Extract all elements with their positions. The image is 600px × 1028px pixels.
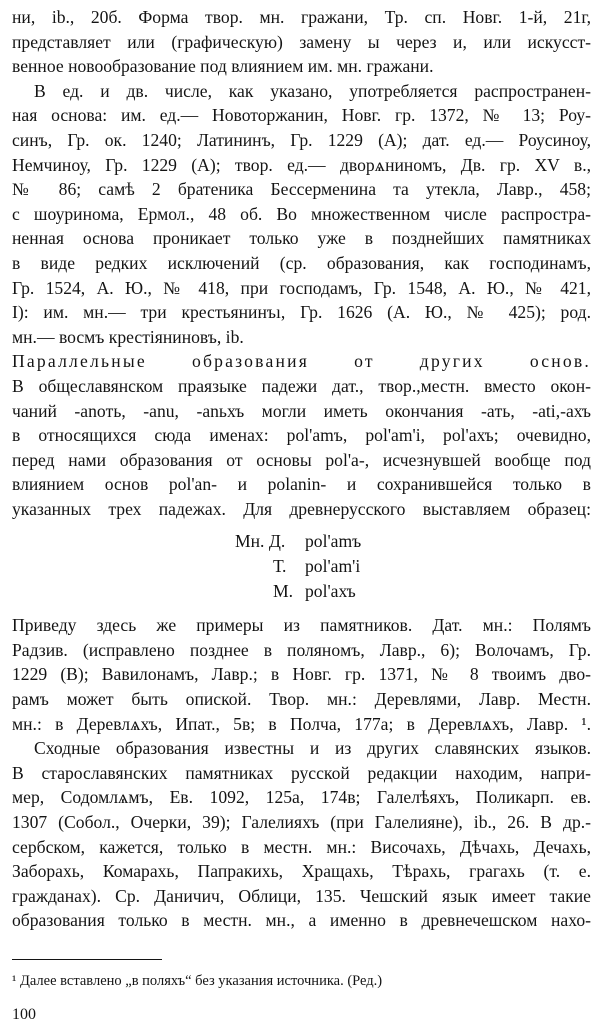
text-line: Заборахь, Комарахь, Папракихь, Хращахь, Тѣрахь, гpaгахь (т. е. xyxy=(12,861,591,882)
text-line: Сходные образования известны и из других славянских языков. xyxy=(34,738,591,759)
text-line: указанных трех падежах. Для древнерусского выставляем образец: xyxy=(12,498,591,519)
paradigm-case: М. xyxy=(273,580,294,601)
text-line: 1229 (В); Вавилонамъ, Лавр.; в Новг. гр. 1371, № 8 твоимъ дво- xyxy=(12,664,591,685)
text-line: Гр. 1524, А. Ю., № 418, при господамъ, Гр. 1548, А. Ю., № 421, xyxy=(12,277,591,298)
text-line: синъ, Гр. ок. 1240; Латининъ, Гр. 1229 (А); дат. ед.— Роусиноу, xyxy=(12,129,591,150)
text-line: рамъ может быть опиской. Твор. мн.: Деревлями, Лавр. Местн. xyxy=(12,689,591,710)
text-line: Приведу здесь же примеры из памятников. Дат. мн.: Полямъ xyxy=(12,615,591,636)
text-line: ненная основа проникает только уже в позднейших памятниках xyxy=(12,228,591,249)
section-heading: Параллельные образования от других основ. xyxy=(12,351,591,372)
text-line: Немчиноу, Гр. 1229 (А); твор. ед.— дворѧниномъ, Дв. гр. XV в., xyxy=(12,154,591,175)
paradigm-case: Т. xyxy=(273,556,287,577)
paradigm-form: pol'аm'i xyxy=(305,556,361,577)
text-line: В старославянских памятниках русской редакции находим, напри- xyxy=(12,762,591,783)
paradigm-case: Мн. Д. xyxy=(235,531,286,552)
paragraph-singular-dual xyxy=(12,79,591,350)
text-line: с шоуринома, Ермол., 48 об. Во множественном числе распростра- xyxy=(12,203,591,224)
paragraph-intro xyxy=(12,5,591,79)
text-line: мн.— восмъ крестіяниновъ, ib. xyxy=(12,326,244,347)
text-line: № 86; самѣ 2 братеника Бессерменина та утекла, Лавр., 458; xyxy=(12,179,591,200)
text-line: ная основа: им. ед.— Новоторжанин, Новг. гр. 1372, № 13; Роу- xyxy=(12,105,591,126)
text-line: гражданах). Ср. Даничич, Облици, 135. Чешский язык имеет такие xyxy=(12,885,591,906)
text-line: ни, ib., 20б. Форма твор. мн. гражани, Тр. сп. Новг. 1-й, 21г, xyxy=(12,7,591,27)
text-line: мер, Содомлѧмъ, Ев. 1092, 125а, 174в; Галелѣяхъ, Поликарп. ев. xyxy=(12,787,591,808)
text-line: перед нами образования от основы pol'а-, исчезнувшей вообще под xyxy=(12,449,591,470)
text-line: венное новообразование под влиянием им. мн. гражани. xyxy=(12,56,434,77)
paradigm-row xyxy=(235,554,591,579)
paradigm-form: pol'аmъ xyxy=(305,531,362,552)
text-line: I): им. мн.— три крестьянинъı, Гр. 1626 (А. Ю., № 425); род. xyxy=(12,302,591,323)
text-line: 1307 (Собол., Очерки, 39); Галелияхъ (при Галелияне), ib., 26. В др.- xyxy=(12,812,591,832)
text-line: чаний -anoть, -anu, -anьхъ могли иметь окончания -aть, -ati,-ахъ xyxy=(12,400,591,421)
paradigm-row xyxy=(235,579,591,604)
text-line: в относящихся сюда именах: pol'аmъ, pol'аm'i, pol'ахъ; очевидно, xyxy=(12,425,591,446)
paragraph-other-languages xyxy=(12,736,591,933)
paragraph-parallel-forms xyxy=(12,349,591,521)
page-number: 100 xyxy=(12,1005,36,1023)
text-line: В ед. и дв. числе, как указано, употребляется распространен- xyxy=(34,80,591,101)
text-line: мн.: в Деревлѧхъ, Ипат., 5в; в Полча, 177а; в Деревлѧхъ, Лавр. ¹. xyxy=(12,713,591,734)
text-line: влиянием основ pol'an- и polanin- и сохранившейся только в xyxy=(12,474,591,495)
paradigm-label: Мн. xyxy=(235,531,265,552)
text-line: В общеславянском праязыке падежи дат., твор.,местн. вместо окон- xyxy=(12,375,591,396)
paradigm-table xyxy=(235,529,591,603)
paragraph-examples xyxy=(12,613,591,736)
text-line: в виде редких исключений (ср. образования, как господинамъ, xyxy=(12,252,591,273)
paradigm-form: pol'ахъ xyxy=(305,580,356,601)
footnote: ¹ Далее вставлено „в поляхъ“ без указания источника. (Ред.) xyxy=(12,959,591,991)
text-line: образования только в местн. мн., а именно в древнечешском нахо- xyxy=(12,910,591,931)
text-line: сербском, кажется, только в местн. мн.: Височахь, Дѣчахь, Дечахь, xyxy=(12,836,591,857)
text-line: представляет или (графическую) замену ы через и, или искусст- xyxy=(12,31,591,52)
text-line: Радзив. (исправлено позднее в полянoмъ, Лавр., 6); Волочамъ, Гр. xyxy=(12,639,591,660)
paradigm-row xyxy=(235,529,591,554)
